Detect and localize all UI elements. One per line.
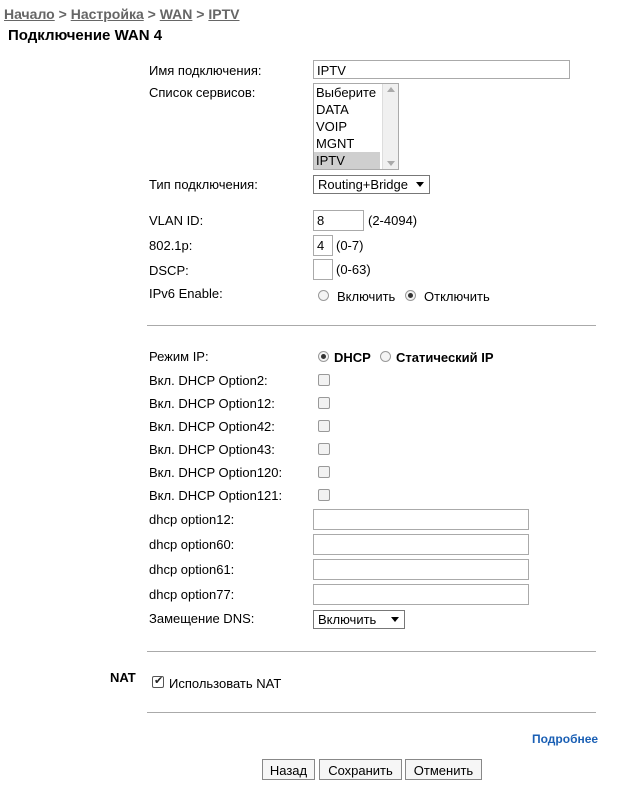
breadcrumb-separator: > <box>196 6 205 22</box>
service-option[interactable]: VOIP <box>316 119 348 134</box>
dscp-hint: (0-63) <box>336 262 371 277</box>
chevron-down-icon <box>391 617 399 622</box>
dns-override-value: Включить <box>318 612 377 627</box>
dhcp-field60-label: dhcp option60: <box>149 537 235 552</box>
dhcp-option12-checkbox[interactable] <box>318 397 330 409</box>
services-label: Список сервисов: <box>149 85 256 100</box>
page-title: Подключение WAN 4 <box>8 27 163 44</box>
dhcp-option120-label: Вкл. DHCP Option120: <box>149 465 283 480</box>
cancel-button[interactable]: Отменить <box>405 759 482 780</box>
dscp-input[interactable] <box>313 259 333 280</box>
dhcp-option121-label: Вкл. DHCP Option121: <box>149 488 283 503</box>
ip-mode-dhcp-radio[interactable] <box>318 351 329 362</box>
dhcp-field12-input[interactable] <box>313 509 529 530</box>
dhcp-option43-checkbox[interactable] <box>318 443 330 455</box>
service-option[interactable]: DATA <box>316 102 349 117</box>
section-divider <box>147 651 596 652</box>
more-link[interactable]: Подробнее <box>532 732 599 746</box>
dhcp-field61-input[interactable] <box>313 559 529 580</box>
vlan-label: VLAN ID: <box>149 213 204 228</box>
breadcrumb <box>4 6 239 22</box>
dhcp-option42-checkbox[interactable] <box>318 420 330 432</box>
breadcrumb-iptv-link[interactable]: IPTV <box>208 6 240 22</box>
breadcrumb-separator: > <box>58 6 67 22</box>
breadcrumb-wan-link[interactable]: WAN <box>159 6 193 22</box>
services-listbox[interactable] <box>313 83 399 170</box>
dot1p-label: 802.1p: <box>149 238 193 253</box>
dhcp-option2-label: Вкл. DHCP Option2: <box>149 373 268 388</box>
save-button[interactable]: Сохранить <box>319 759 402 780</box>
dot1p-hint: (0-7) <box>336 238 364 253</box>
ip-mode-dhcp-label[interactable]: DHCP <box>334 350 371 365</box>
ipv6-label: IPv6 Enable: <box>149 286 223 301</box>
connection-type-value: Routing+Bridge <box>318 177 408 192</box>
back-button[interactable]: Назад <box>262 759 315 780</box>
breadcrumb-settings-link[interactable]: Настройка <box>70 6 144 22</box>
connection-type-select[interactable] <box>313 175 430 194</box>
dns-override-select[interactable] <box>313 610 405 629</box>
section-divider <box>147 325 596 326</box>
scroll-down-icon[interactable] <box>387 161 395 166</box>
ip-mode-label: Режим IP: <box>149 349 209 364</box>
service-option[interactable]: MGNT <box>316 136 355 151</box>
nat-section-label: NAT <box>110 670 136 685</box>
dhcp-field12-label: dhcp option12: <box>149 512 235 527</box>
service-option-selected[interactable]: IPTV <box>314 152 380 169</box>
dhcp-option43-label: Вкл. DHCP Option43: <box>149 442 275 457</box>
ipv6-off-label[interactable]: Отключить <box>424 289 490 304</box>
ipv6-off-radio[interactable] <box>405 290 416 301</box>
dhcp-option12-label: Вкл. DHCP Option12: <box>149 396 275 411</box>
ip-mode-static-label[interactable]: Статический IP <box>396 350 494 365</box>
breadcrumb-home-link[interactable]: Начало <box>4 6 55 22</box>
vlan-input[interactable]: 8 <box>313 210 364 231</box>
dot1p-input[interactable]: 4 <box>313 235 333 256</box>
dhcp-option2-checkbox[interactable] <box>318 374 330 386</box>
dhcp-field77-label: dhcp option77: <box>149 587 235 602</box>
dhcp-field61-label: dhcp option61: <box>149 562 235 577</box>
ip-mode-static-radio[interactable] <box>380 351 391 362</box>
listbox-scrollbar[interactable] <box>382 84 398 169</box>
ipv6-on-label[interactable]: Включить <box>337 289 396 304</box>
dhcp-option121-checkbox[interactable] <box>318 489 330 501</box>
nat-checkbox-label[interactable]: Использовать NAT <box>169 676 282 691</box>
connection-name-input[interactable]: IPTV <box>313 60 570 79</box>
vlan-hint: (2-4094) <box>368 213 418 228</box>
dscp-label: DSCP: <box>149 263 189 278</box>
dns-override-label: Замещение DNS: <box>149 611 255 626</box>
dhcp-field60-input[interactable] <box>313 534 529 555</box>
scroll-up-icon[interactable] <box>387 87 395 92</box>
connection-type-label: Тип подключения: <box>149 177 258 192</box>
dhcp-option42-label: Вкл. DHCP Option42: <box>149 419 275 434</box>
ipv6-on-radio[interactable] <box>318 290 329 301</box>
service-option[interactable]: Выберите <box>316 85 377 100</box>
connection-name-label: Имя подключения: <box>149 63 262 78</box>
dhcp-option120-checkbox[interactable] <box>318 466 330 478</box>
nat-checkbox[interactable] <box>152 676 164 688</box>
chevron-down-icon <box>416 182 424 187</box>
section-divider <box>147 712 596 713</box>
dhcp-field77-input[interactable] <box>313 584 529 605</box>
breadcrumb-separator: > <box>147 6 156 22</box>
